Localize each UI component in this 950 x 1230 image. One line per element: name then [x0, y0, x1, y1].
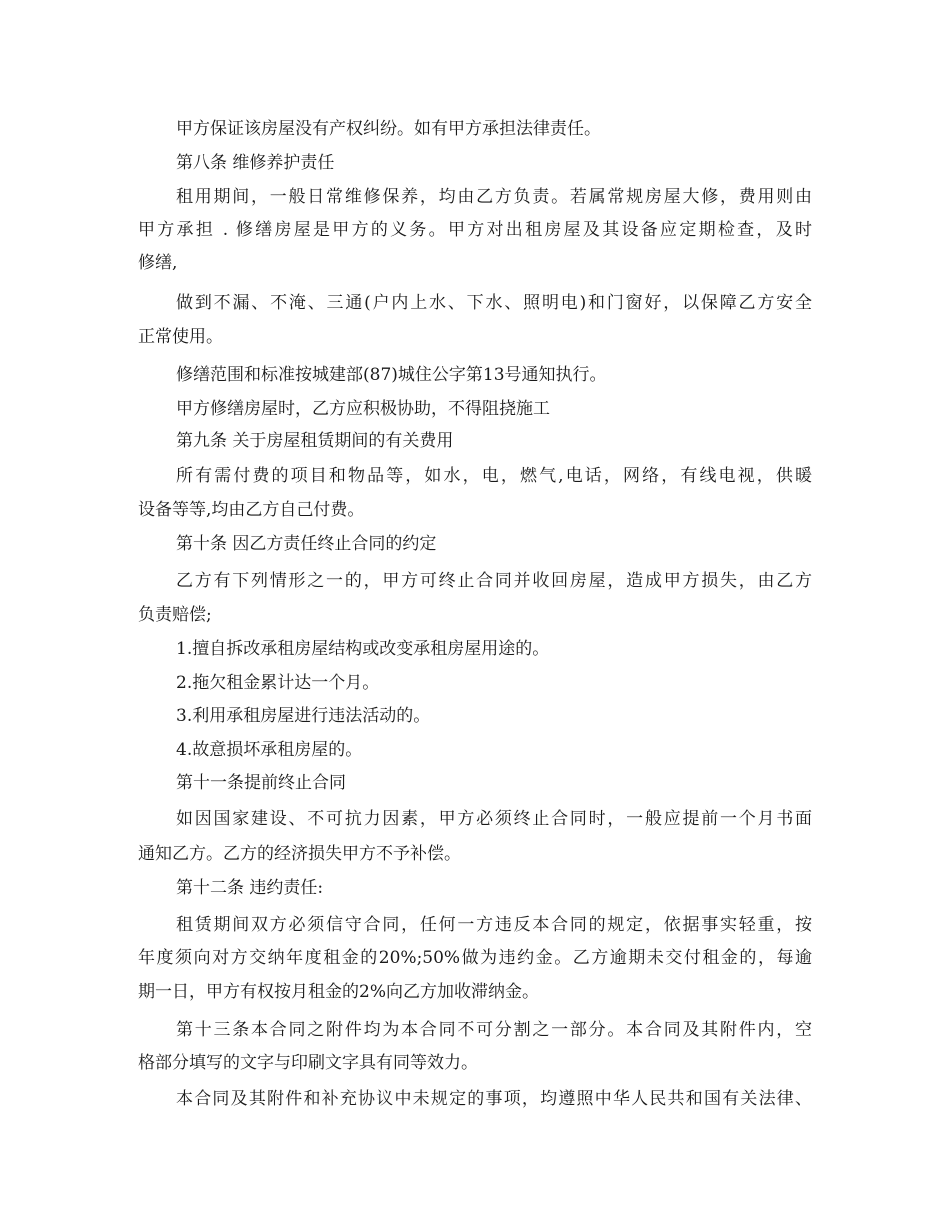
section-heading: 第八条 维修养护责任 — [176, 153, 335, 173]
list-item: 3.利用承租房屋进行违法活动的。 — [176, 706, 431, 726]
paragraph-line: 甲方保证该房屋没有产权纠纷。如有甲方承担法律责任。 — [176, 119, 601, 139]
paragraph-line: 通知乙方。乙方的经济损失甲方不予补偿。 — [138, 844, 461, 864]
paragraph-line: 做到不漏、不淹、三通(户内上水、下水、照明电)和门窗好，以保障乙方安全 — [176, 293, 812, 313]
paragraph-line: 所有需付费的项目和物品等，如水，电，燃气,电话，网络，有线电视，供暖 — [176, 466, 812, 486]
paragraph-line: 修缮范围和标准按城建部(87)城住公字第13号通知执行。 — [176, 365, 607, 385]
paragraph-line: 修缮, — [138, 253, 178, 273]
paragraph-line: 如因国家建设、不可抗力因素，甲方必须终止合同时，一般应提前一个月书面 — [176, 809, 812, 829]
section-heading: 第九条 关于房屋租赁期间的有关费用 — [176, 431, 454, 451]
paragraph-line: 正常使用。 — [138, 327, 223, 347]
list-item: 4.故意损坏承租房屋的。 — [176, 740, 363, 760]
section-heading: 第十一条提前终止合同 — [176, 773, 346, 793]
list-item: 2.拖欠租金累计达一个月。 — [176, 673, 380, 693]
paragraph-line: 租用期间，一般日常维修保养，均由乙方负责。若属常规房屋大修，费用则由 — [176, 187, 812, 207]
section-heading: 第十二条 违约责任: — [176, 878, 324, 898]
paragraph-line: 设备等等,均由乙方自己付费。 — [138, 500, 365, 520]
paragraph-line: 年度须向对方交纳年度租金的20%;50%做为违约金。乙方逾期未交付租金的，每逾 — [138, 948, 812, 968]
paragraph-line: 甲方修缮房屋时，乙方应积极协助，不得阻挠施工 — [176, 399, 550, 419]
paragraph-line: 乙方有下列情形之一的，甲方可终止合同并收回房屋，造成甲方损失，由乙方 — [176, 571, 812, 591]
list-item: 1.擅自拆改承租房屋结构或改变承租房屋用途的。 — [176, 639, 550, 659]
paragraph-line: 租赁期间双方必须信守合同，任何一方违反本合同的规定，依据事实轻重，按 — [176, 915, 812, 935]
paragraph-line: 甲方承担 . 修缮房屋是甲方的义务。甲方对出租房屋及其设备应定期检查，及时 — [138, 220, 812, 240]
paragraph-line: 期一日，甲方有权按月租金的2%向乙方加收滞纳金。 — [138, 982, 539, 1002]
paragraph-line: 第十三条本合同之附件均为本合同不可分割之一部分。本合同及其附件内，空 — [176, 1020, 812, 1040]
section-heading: 第十条 因乙方责任终止合同的约定 — [176, 534, 437, 554]
paragraph-line: 格部分填写的文字与印刷文字具有同等效力。 — [138, 1053, 478, 1073]
paragraph-line: 本合同及其附件和补充协议中未规定的事项，均遵照中华人民共和国有关法律、 — [176, 1089, 812, 1109]
paragraph-line: 负责赔偿; — [138, 605, 212, 625]
